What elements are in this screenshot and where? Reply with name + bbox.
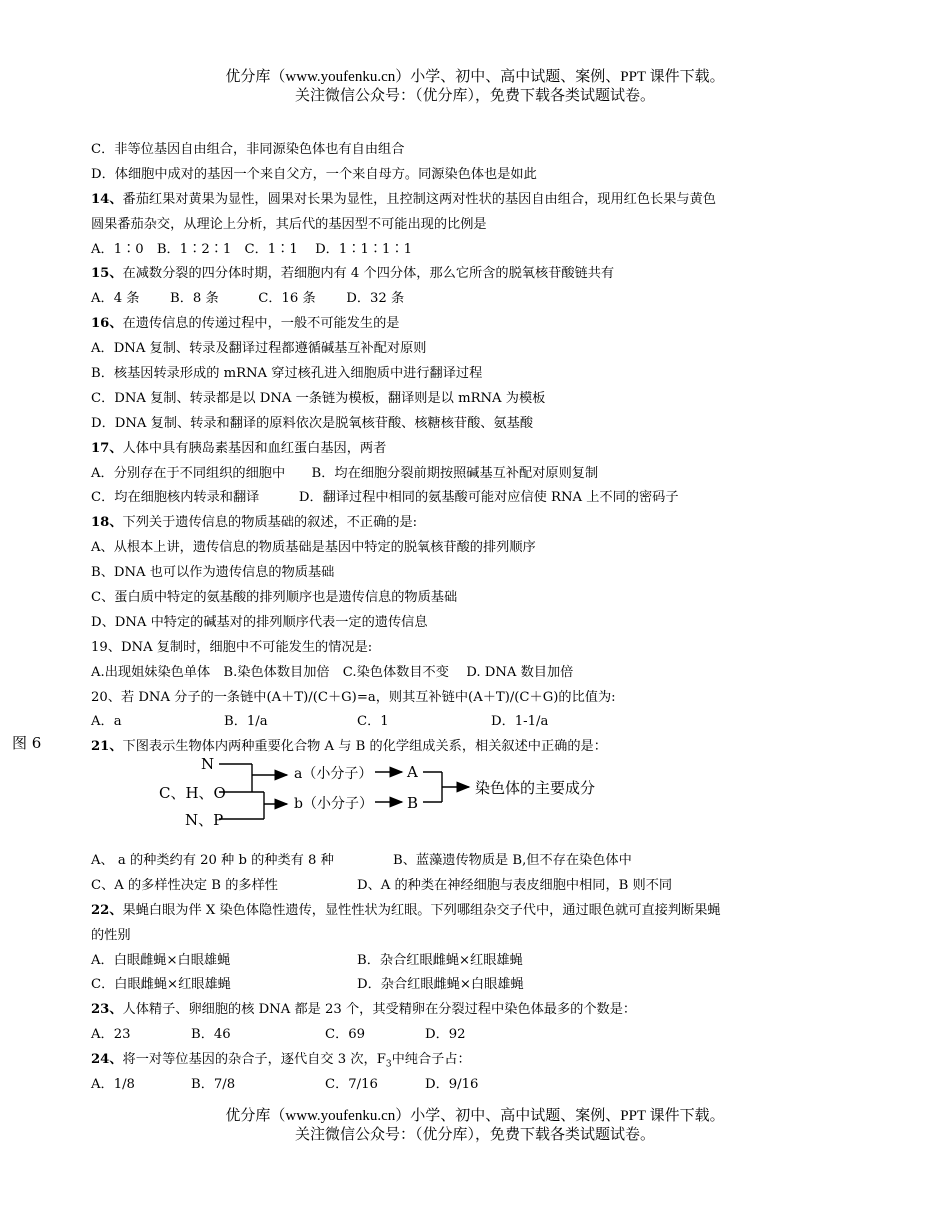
q14-options: A．1∶0 B．1∶2∶1 C．1∶1 D．1∶1∶1∶1 [91,241,412,257]
figure-label: 图 6 [12,734,42,752]
q24-option-a: A．1/8 [91,1077,135,1093]
q14-number: 14、 [91,191,123,207]
footer-line-2: 关注微信公众号：（优分库），免费下载各类试题试卷。 [294,1127,655,1143]
q24-number: 24、 [91,1052,123,1068]
q19-options: A.出现姐妹染色单体 B.染色体数目加倍 C.染色体数目不变 D. DNA 数目加倍 [91,664,574,680]
q20-stem: 20、若 DNA 分子的一条链中(A＋T)/(C＋G)=a，则其互补链中(A＋T)/(C＋G)的比值为: [91,689,616,705]
diagram-cho: C、H、O [159,784,226,802]
q17-options-ab: A．分别存在于不同组织的细胞中 B．均在细胞分裂前期按照碱基互补配对原则复制 [91,465,599,481]
q14-stem: 14、番茄红果对黄果为显性，圆果对长果为显性，且控制这两对性状的基因自由组合，现用红色长果与黄色 [91,191,716,207]
q24-option-b: B．7/8 [191,1077,236,1093]
q16-number: 16、 [91,316,123,332]
diagram-result: 染色体的主要成分 [475,779,596,797]
q24-option-d: D．9/16 [425,1077,479,1093]
q16-option-c: C．DNA 复制、转录都是以 DNA 一条链为模板，翻译则是以 mRNA 为模板 [91,390,546,406]
question-body [91,138,781,760]
q22-option-d: D．杂合红眼雌蝇×白眼雄蝇 [357,977,524,993]
diagram-b-small: b（小分子） [294,796,373,812]
q23-option-d: D．92 [425,1027,466,1043]
page-footer [0,1107,950,1145]
diagram-A: A [407,763,418,781]
q17-stem: 17、人体中具有胰岛素基因和血红蛋白基因，两者 [91,440,387,456]
q18-stem: 18、下列关于遗传信息的物质基础的叙述，不正确的是: [91,515,418,531]
page-header [0,68,950,106]
q21-options-ab [91,849,781,874]
q15-stem: 15、在减数分裂的四分体时期，若细胞内有 4 个四分体，那么它所含的脱氧核苷酸链共有 [91,266,615,282]
q13-option-d: D．体细胞中成对的基因一个来自父方，一个来自母方。同源染色体也是如此 [91,166,537,182]
q21-number: 21、 [91,739,123,755]
q17-options-cd: C．均在细胞核内转录和翻译 D．翻译过程中相同的氨基酸可能对应信使 RNA 上不同的密码子 [91,490,679,506]
diagram-n: N [201,755,215,773]
q18-number: 18、 [91,515,123,531]
q16-option-d: D．DNA 复制、转录和翻译的原料依次是脱氧核苷酸、核糖核苷酸、氨基酸 [91,415,534,431]
diagram-B: B [407,794,419,812]
q18-option-a: A、从根本上讲，遗传信息的物质基础是基因中特定的脱氧核苷酸的排列顺序 [91,540,536,556]
q23-number: 23、 [91,1002,123,1018]
q23-option-a: A．23 [91,1027,131,1043]
q22-options-ab [91,949,781,974]
q18-option-b: B、DNA 也可以作为遗传信息的物质基础 [91,565,335,581]
q18-option-c: C、蛋白质中特定的氨基酸的排列顺序也是遗传信息的物质基础 [91,590,458,606]
q21-diagram [157,754,617,834]
q21-options-cd [91,874,781,899]
q24-option-c: C．7/16 [325,1077,378,1093]
header-line-1: 优分库（www.youfenku.cn）小学、初中、高中试题、案例、PPT 课件下载。 [225,69,725,85]
q21-stem: 21、下图表示生物体内两种重要化合物 A 与 B 的化学组成关系，相关叙述中正确的是： [91,739,607,755]
header-line-2: 关注微信公众号：（优分库），免费下载各类试题试卷。 [294,88,655,104]
q20-option-d: D．1-1/a [491,714,549,730]
q18-option-d: D、DNA 中特定的碱基对的排列顺序代表一定的遗传信息 [91,614,428,630]
q20-options [91,710,781,735]
q23-stem: 23、人体精子、卵细胞的核 DNA 都是 23 个，其受精卵在分裂过程中染色体最多的个数是： [91,1002,637,1018]
q23-option-b: B．46 [191,1027,231,1043]
diagram-a-small: a（小分子） [294,766,373,782]
q13-option-c: C．非等位基因自由组合，非同源染色体也有自由组合 [91,142,405,157]
q23-option-c: C．69 [325,1027,366,1043]
q22-stem-cont: 的性别 [91,927,131,943]
q22-option-c: C．白眼雌蝇×红眼雄蝇 [91,977,231,993]
q23-options [91,1023,781,1048]
q15-number: 15、 [91,266,123,282]
question-body-2 [91,849,781,1098]
diagram-np: N、P [185,811,224,829]
q20-option-c: C．1 [357,714,389,730]
q14-stem-cont: 圆果番茄杂交，从理论上分析，其后代的基因型不可能出现的比例是 [91,216,487,232]
q20-option-a: A．a [91,714,122,730]
q16-option-a: A．DNA 复制、转录及翻译过程都遵循碱基互补配对原则 [91,341,427,357]
q16-stem: 16、在遗传信息的传递过程中，一般不可能发生的是 [91,316,400,332]
q21-option-a: A、 a 的种类约有 20 种 b 的种类有 8 种 [91,853,334,868]
q21-option-d: D、A 的种类在神经细胞与表皮细胞中相同，B 则不同 [357,877,673,893]
q16-option-b: B．核基因转录形成的 mRNA 穿过核孔进入细胞质中进行翻译过程 [91,366,483,382]
q22-options-cd [91,973,781,998]
q21-option-c: C、A 的多样性决定 B 的多样性 [91,877,278,893]
q21-option-b: B、蓝藻遗传物质是 B,但不存在染色体中 [393,853,632,868]
q15-options: A．4 条 B．8 条 C．16 条 D．32 条 [91,291,405,307]
q22-option-a: A．白眼雌蝇×白眼雄蝇 [91,952,231,968]
q20-option-b: B．1/a [224,714,268,730]
q22-option-b: B．杂合红眼雌蝇×红眼雄蝇 [357,952,523,968]
q24-stem: 24、将一对等位基因的杂合子，逐代自交 3 次，$F_3$中纯合子占： [91,1052,471,1070]
q22-stem: 22、果蝇白眼为伴 X 染色体隐性遗传，显性性状为红眼。下列哪组杂交子代中，通过眼色就可直接判断果蝇 [91,902,721,918]
q22-number: 22、 [91,902,123,918]
q24-options [91,1073,781,1098]
footer-line-1: 优分库（www.youfenku.cn）小学、初中、高中试题、案例、PPT 课件下载。 [225,1108,725,1124]
q17-number: 17、 [91,440,123,456]
q19-stem: 19、DNA 复制时，细胞中不可能发生的情况是: [91,639,373,655]
